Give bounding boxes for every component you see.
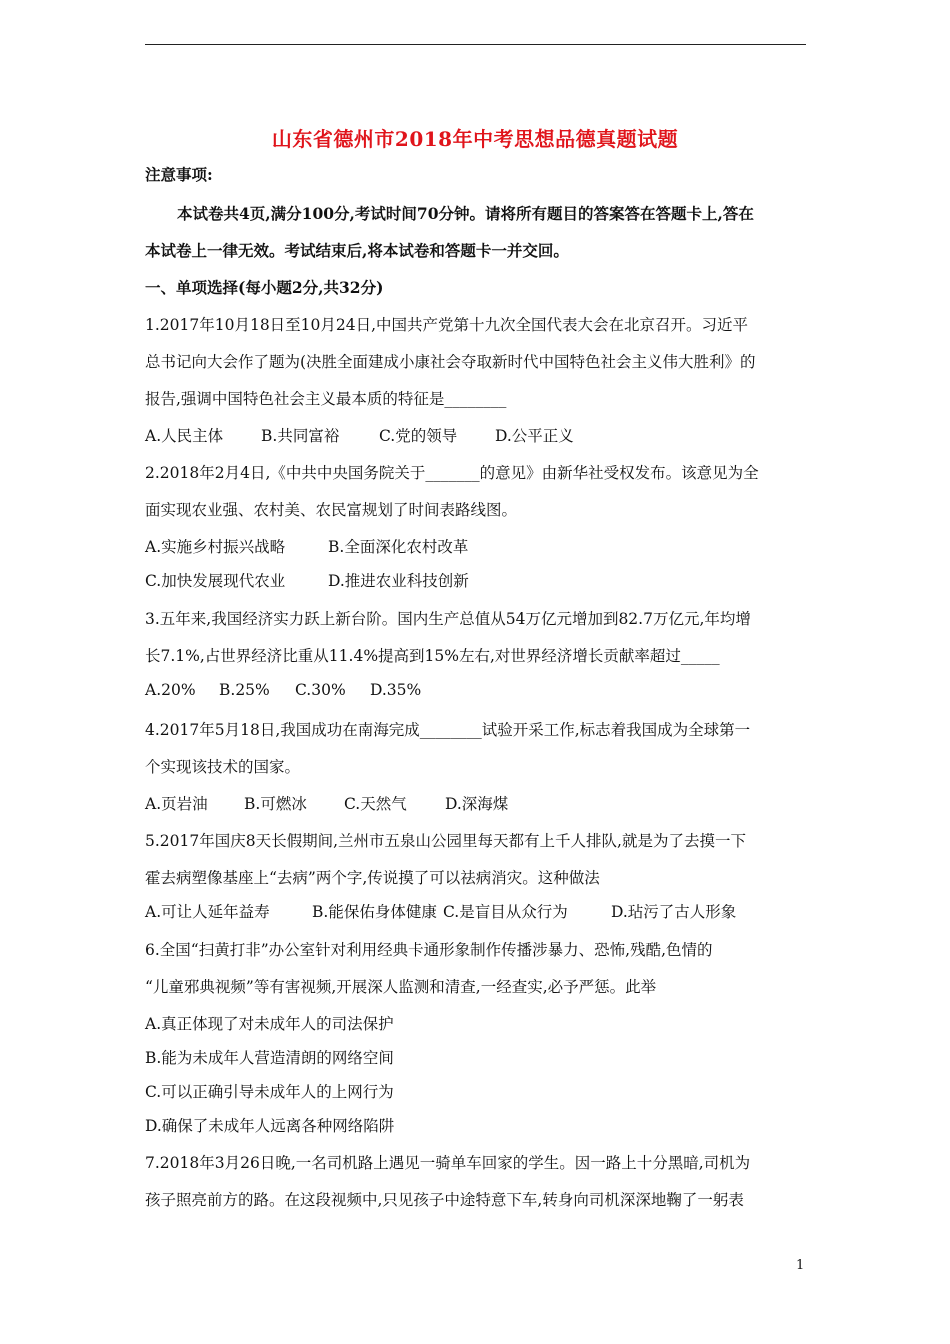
q7-line-1: 7.2018年3月26日晚,一名司机路上遇见一骑单车回家的学生。因一路上十分黑暗,司机为 [145, 1154, 751, 1172]
q5-option-d: D.玷污了古人形象 [611, 903, 737, 921]
q2-option-a: A.实施乡村振兴战略 [145, 538, 286, 556]
q5-option-b: B.能保佑身体健康 [312, 903, 437, 921]
q1-option-a: A.人民主体 [145, 427, 224, 445]
q5-line-1: 5.2017年国庆8天长假期间,兰州市五泉山公园里每天都有上千人排队,就是为了去摸一下 [145, 832, 746, 850]
q1-options [145, 424, 574, 446]
q3-option-a: A.20% [145, 681, 196, 699]
q2-line-1: 2.2018年2月4日,《中共中央国务院关于_______的意见》由新华社受权发布。该意见为全 [145, 464, 759, 482]
q4-option-b: B.可燃冰 [244, 795, 307, 813]
q2-options-row-2 [145, 569, 469, 591]
notice-line-1: 本试卷共4页,满分100分,考试时间70分钟。请将所有题目的答案答在答题卡上,答在 [177, 204, 754, 223]
q5-options [145, 900, 736, 922]
q6-option-d: D.确保了未成年人远离各种网络陷阱 [145, 1117, 395, 1135]
q3-option-b: B.25% [219, 681, 270, 699]
q4-option-d: D.深海煤 [445, 795, 509, 813]
q6-option-c: C.可以正确引导未成年人的上网行为 [145, 1083, 394, 1101]
q1-option-b: B.共同富裕 [261, 427, 340, 445]
q5-option-a: A.可让人延年益寿 [145, 903, 270, 921]
header-rule [145, 44, 806, 45]
q2-options-row-1 [145, 535, 468, 557]
q2-option-d: D.推进农业科技创新 [328, 572, 469, 590]
q2-option-c: C.加快发展现代农业 [145, 572, 286, 590]
q2-option-b: B.全面深化农村改革 [328, 538, 469, 556]
q3-line-1: 3.五年来,我国经济实力跃上新台阶。国内生产总值从54万亿元增加到82.7万亿元,年均增 [145, 610, 751, 628]
q6-line-2: “儿童邪典视频”等有害视频,开展深人监测和清查,一经查实,必予严惩。此举 [145, 978, 657, 996]
q1-option-d: D.公平正义 [495, 427, 574, 445]
page-number: 1 [796, 1258, 805, 1273]
page-title: 山东省德州市2018年中考思想品德真题试题 [271, 127, 679, 151]
section-heading: 一、单项选择(每小题2分,共32分) [145, 278, 384, 297]
q1-line-3: 报告,强调中国特色社会主义最本质的特征是________ [145, 390, 507, 408]
q4-options [145, 792, 508, 814]
q7-line-2: 孩子照亮前方的路。在这段视频中,只见孩子中途特意下车,转身向司机深深地鞠了一躬表 [145, 1191, 744, 1209]
notice-line-2: 本试卷上一律无效。考试结束后,将本试卷和答题卡一并交回。 [145, 241, 569, 260]
q3-option-c: C.30% [295, 681, 346, 699]
q3-option-d: D.35% [370, 681, 422, 699]
notice-heading: 注意事项: [145, 165, 213, 184]
q4-option-c: C.天然气 [344, 795, 407, 813]
q3-options [145, 681, 421, 699]
q5-option-c: C.是盲目从众行为 [443, 903, 568, 921]
q1-line-2: 总书记向大会作了题为(决胜全面建成小康社会夺取新时代中国特色社会主义伟大胜利》的 [145, 353, 756, 371]
q5-line-2: 霍去病塑像基座上“去病”两个字,传说摸了可以祛病消灾。这种做法 [145, 869, 600, 887]
q1-line-1: 1.2017年10月18日至10月24日,中国共产党第十九次全国代表大会在北京召开。习近平 [145, 316, 749, 334]
q6-line-1: 6.全国“扫黄打非”办公室针对利用经典卡通形象制作传播涉暴力、恐怖,残酷,色情的 [145, 941, 713, 959]
q4-option-a: A.页岩油 [145, 795, 208, 813]
q4-line-1: 4.2017年5月18日,我国成功在南海完成________试验开采工作,标志着我国成为全球第一 [145, 721, 751, 739]
q3-line-2: 长7.1%,占世界经济比重从11.4%提高到15%左右,对世界经济增长贡献率超过_____ [145, 647, 720, 665]
q2-line-2: 面实现农业强、农村美、农民富规划了时间表路线图。 [145, 501, 518, 519]
q6-option-a: A.真正体现了对未成年人的司法保护 [145, 1015, 394, 1033]
q4-line-2: 个实现该技术的国家。 [145, 758, 301, 776]
q6-option-b: B.能为未成年人营造清朗的网络空间 [145, 1049, 394, 1067]
q1-option-c: C.党的领导 [379, 427, 458, 445]
